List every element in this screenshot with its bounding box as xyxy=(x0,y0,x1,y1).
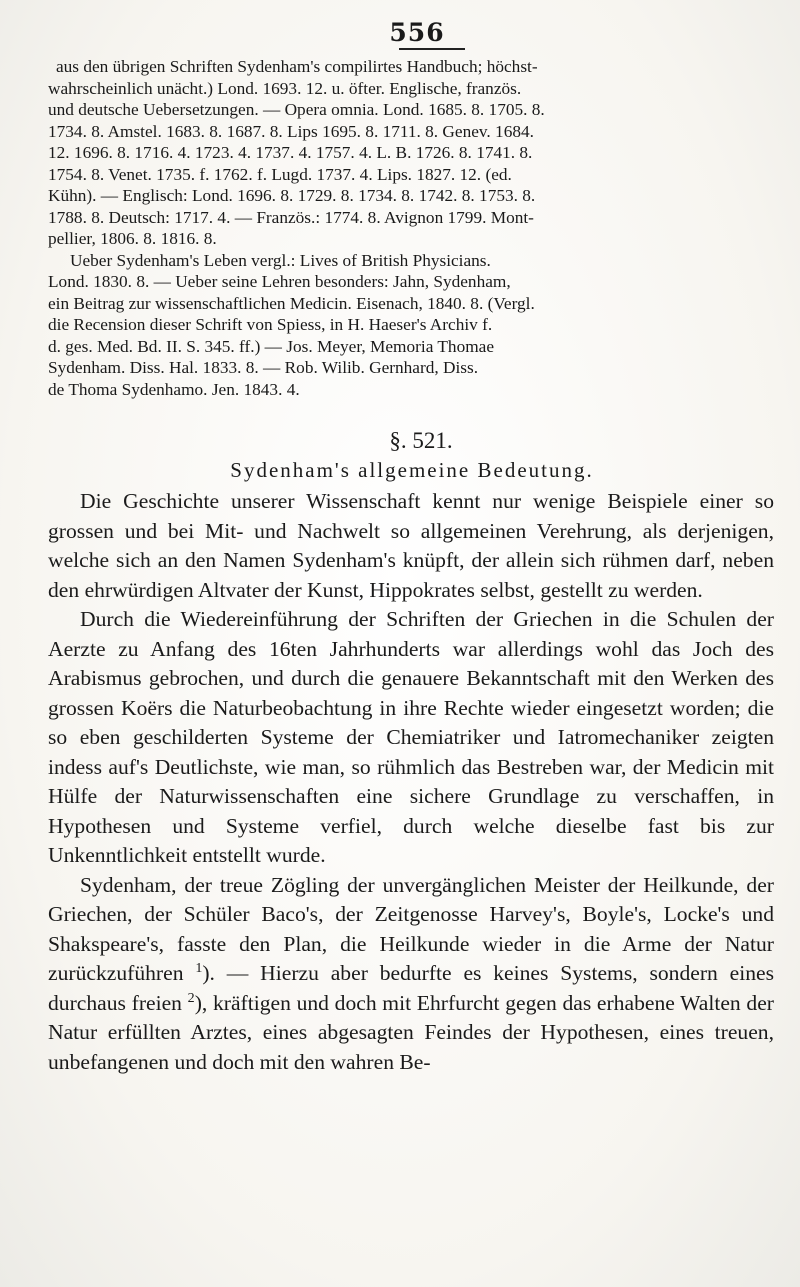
paragraph-text: ). — Hierzu aber bedurfte es keines Systems, sondern eines durchaus freien xyxy=(48,961,774,1015)
bibliography-line: Sydenham. Diss. Hal. 1833. 8. — Rob. Wilib. Gernhard, Diss. xyxy=(48,358,479,377)
paragraph xyxy=(48,871,774,1078)
bibliography-line: 1734. 8. Amstel. 1683. 8. 1687. 8. Lips 1695. 8. 1711. 8. Genev. 1684. xyxy=(48,121,534,141)
bibliography-line: ein Beitrag zur wissenschaftlichen Medicin. Eisenach, 1840. 8. (Vergl. xyxy=(48,293,535,313)
bibliography-line: 1788. 8. Deutsch: 1717. 4. — Französ.: 1774. 8. Avignon 1799. Mont- xyxy=(48,207,534,227)
footnote-marker[interactable]: 2 xyxy=(187,989,195,1006)
section-number: §. 521. xyxy=(389,428,453,453)
paragraph-text: Sydenham, der treue Zögling der unvergänglichen Meister der Heilkunde, der Griechen, der Schüler Baco's, der Zeitgenosse Harvey's, Boyle's, Locke's und Shakspeare's, fasste den Plan, die Heilkunde wieder in die Arme der Natur zurückzuführen xyxy=(48,872,774,985)
bibliography-line: pellier, 1806. 8. 1816. 8. xyxy=(48,229,217,248)
bibliography-line: und deutsche Uebersetzungen. — Opera omnia. Lond. 1685. 8. 1705. 8. xyxy=(48,100,545,119)
page-number: 556 xyxy=(389,18,445,47)
paragraph-text: ), kräftigen und doch mit Ehrfurcht gegen das erhabene Walten der Natur erfüllten Arztes, eines abgesagten Feindes der Hypothesen, eines treuen, unbefangenen und doch mit den wahren Be- xyxy=(48,990,774,1074)
section-title: Sydenham's allgemeine Bedeutung. xyxy=(230,458,594,482)
bibliography-line: wahrscheinlich unächt.) Lond. 1693. 12. u. öfter. Englische, französ. xyxy=(48,78,522,98)
paragraph: Die Geschichte unserer Wissenschaft kennt nur wenige Beispiele einer so grossen und bei Mit- und Nachwelt so allgemeinen Verehrung, als derjenigen, welche sich an den Namen Sydenham's knüpft, der allein sich rühmen darf, neben den ehrwürdigen Altvater der Kunst, Hippokrates selbst, gestellt zu werden. xyxy=(48,489,774,602)
page-number-rule xyxy=(399,48,465,50)
bibliography-line: Ueber Sydenham's Leben vergl.: Lives of British Physicians. xyxy=(70,250,491,270)
bibliography-line: Kühn). — Englisch: Lond. 1696. 8. 1729. 8. 1734. 8. 1742. 8. 1753. 8. xyxy=(48,186,536,205)
bibliography-block xyxy=(48,56,776,400)
bibliography-line: de Thoma Sydenhamo. Jen. 1843. 4. xyxy=(48,379,300,399)
main-text xyxy=(48,487,774,1077)
bibliography-line: Lond. 1830. 8. — Ueber seine Lehren besonders: Jahn, Sydenham, xyxy=(48,272,511,291)
paragraph: Durch die Wiedereinführung der Schriften der Griechen in die Schulen der Aerzte zu Anfang des 16ten Jahrhunderts war allerdings wohl das Joch des Arabismus gebrochen, und durch die genauere Bekanntschaft mit den Werken des grossen Koërs die Naturbeobachtung in ihre Rechte wieder eingesetzt worden; die so eben geschilderten Systeme der Chemiatriker und Iatromechaniker zeigten indess auf's Deutlichste, wie man, so rühmlich das Bestreben war, der Medicin mit Hülfe der Naturwissenschaften eine sichere Grundlage zu verschaffen, in Hypothesen und Systeme verfiel, durch welche dieselbe fast bis zur Unkenntlichkeit entstellt wurde. xyxy=(48,607,774,867)
footnote-marker[interactable]: 1 xyxy=(195,959,203,976)
bibliography-line: die Recension dieser Schrift von Spiess, in H. Haeser's Archiv f. xyxy=(48,315,493,334)
bibliography-line: d. ges. Med. Bd. II. S. 345. ff.) — Jos. Meyer, Memoria Thomae xyxy=(48,336,494,356)
bibliography-line: 12. 1696. 8. 1716. 4. 1723. 4. 1737. 4. 1757. 4. L. B. 1726. 8. 1741. 8. xyxy=(48,143,533,162)
bibliography-line: aus den übrigen Schriften Sydenham's compilirtes Handbuch; höchst- xyxy=(56,57,538,76)
bibliography-line: 1754. 8. Venet. 1735. f. 1762. f. Lugd. 1737. 4. Lips. 1827. 12. (ed. xyxy=(48,164,512,184)
